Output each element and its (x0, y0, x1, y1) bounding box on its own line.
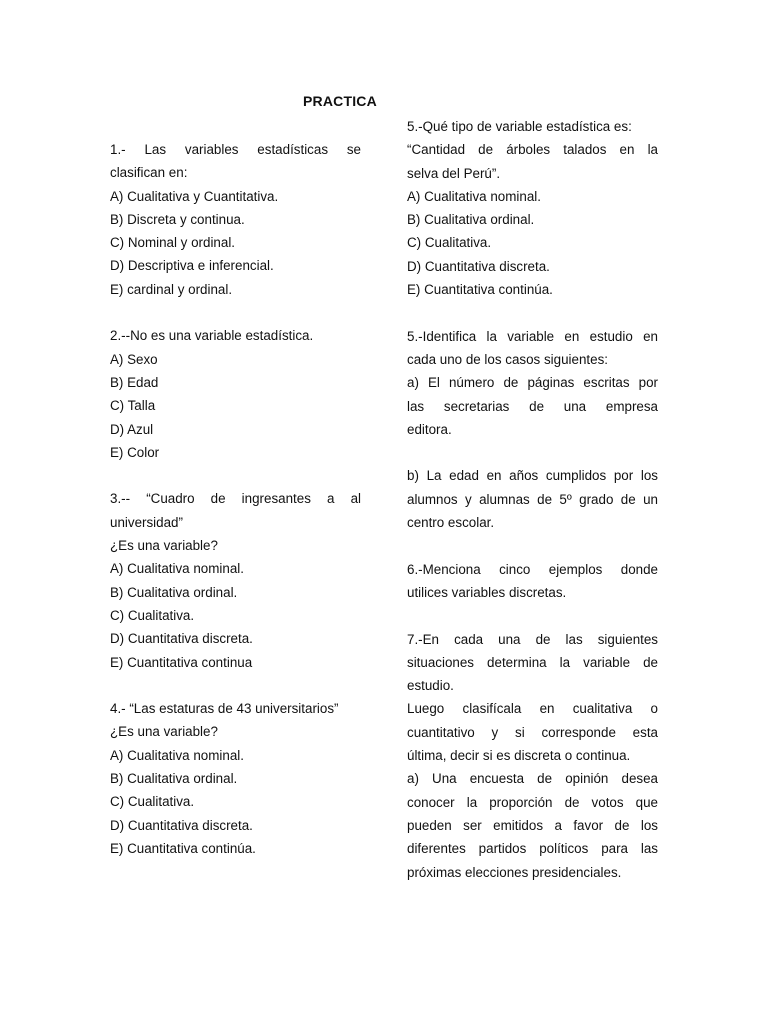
question-text-line: situaciones determina la variable de (407, 654, 658, 670)
question-text-line: b) La edad en años cumplidos por los (407, 468, 658, 484)
page-title: PRACTICA (303, 93, 377, 109)
answer-option: C) Cualitativa. (110, 607, 195, 623)
right-column (407, 115, 658, 884)
answer-option: C) Cualitativa. (110, 794, 195, 810)
question-2 (110, 324, 361, 464)
answer-option: E) Cuantitativa continúa. (407, 282, 553, 298)
question-text-line: conocer la proporción de votos que (407, 794, 658, 810)
answer-option: C) Cualitativa. (407, 235, 492, 251)
question-text-line: a) Una encuesta de opinión desea (407, 771, 658, 787)
question-text-line: pueden ser emitidos a favor de los (407, 817, 658, 833)
question-5a (407, 115, 658, 301)
question-text-line: “Cantidad de árboles talados en la (407, 142, 658, 158)
question-text-line: ¿Es una variable? (110, 724, 218, 740)
question-text-line: ¿Es una variable? (110, 538, 218, 554)
question-text-line: 2.--No es una variable estadística. (110, 328, 314, 344)
question-text-line: cada uno de los casos siguientes: (407, 351, 608, 367)
question-text-line: 3.-- “Cuadro de ingresantes a al (110, 491, 361, 507)
answer-option: A) Cualitativa y Cuantitativa. (110, 188, 279, 204)
question-text-line: las secretarias de una empresa (407, 398, 658, 414)
question-text-line: clasifican en: (110, 165, 188, 181)
question-1 (110, 138, 361, 301)
answer-option: E) Color (110, 444, 160, 460)
question-text-line: cuantitativo y si corresponde esta (407, 724, 658, 740)
question-text-line: selva del Perú”. (407, 165, 501, 181)
question-6 (407, 558, 658, 605)
answer-option: C) Talla (110, 398, 156, 414)
answer-option: D) Descriptiva e inferencial. (110, 258, 274, 274)
answer-option: A) Sexo (110, 351, 158, 367)
spacer (407, 441, 658, 464)
answer-option: E) cardinal y ordinal. (110, 281, 233, 297)
answer-option: E) Cuantitativa continúa. (110, 840, 256, 856)
question-text-line: diferentes partidos políticos para las (407, 841, 658, 857)
question-5b (407, 325, 658, 535)
question-3 (110, 487, 361, 673)
answer-option: D) Cuantitativa discreta. (110, 631, 253, 647)
answer-option: B) Discreta y continua. (110, 211, 245, 227)
question-7 (407, 628, 658, 884)
question-text-line: última, decir si es discreta o continua. (407, 748, 631, 764)
spacer (110, 674, 361, 697)
question-text-line: 6.-Menciona cinco ejemplos donde (407, 561, 658, 577)
question-text-line: a) El número de páginas escritas por (407, 375, 658, 391)
answer-option: B) Cualitativa ordinal. (110, 771, 238, 787)
question-text-line: próximas elecciones presidenciales. (407, 864, 622, 880)
question-text-line: estudio. (407, 678, 454, 694)
answer-option: D) Cuantitativa discreta. (110, 817, 253, 833)
answer-option: B) Edad (110, 374, 159, 390)
question-text-line: 5.-Identifica la variable en estudio en (407, 328, 658, 344)
question-text-line: Luego clasifícala en cualitativa o (407, 701, 658, 717)
spacer (407, 604, 658, 627)
spacer (110, 464, 361, 487)
question-text-line: 7.-En cada una de las siguientes (407, 631, 658, 647)
question-text-line: 4.- “Las estaturas de 43 universitarios” (110, 701, 339, 717)
answer-option: B) Cualitativa ordinal. (407, 212, 535, 228)
question-text-line: universidad” (110, 514, 183, 530)
spacer (407, 534, 658, 557)
answer-option: C) Nominal y ordinal. (110, 235, 236, 251)
question-4 (110, 697, 361, 860)
spacer (407, 301, 658, 324)
question-text-line: 1.- Las variables estadísticas se (110, 142, 361, 157)
left-column (110, 138, 361, 860)
question-text-line: editora. (407, 421, 452, 437)
answer-option: A) Cualitativa nominal. (407, 188, 541, 204)
question-text-line: 5.-Qué tipo de variable estadística es: (407, 119, 632, 134)
spacer (110, 301, 361, 324)
answer-option: E) Cuantitativa continua (110, 654, 253, 670)
question-text-line: alumnos y alumnas de 5º grado de un (407, 491, 658, 507)
answer-option: A) Cualitativa nominal. (110, 561, 244, 577)
question-text-line: centro escolar. (407, 515, 495, 531)
answer-option: D) Azul (110, 421, 154, 437)
answer-option: D) Cuantitativa discreta. (407, 258, 550, 274)
question-text-line: utilices variables discretas. (407, 584, 567, 600)
answer-option: A) Cualitativa nominal. (110, 747, 244, 763)
answer-option: B) Cualitativa ordinal. (110, 584, 238, 600)
